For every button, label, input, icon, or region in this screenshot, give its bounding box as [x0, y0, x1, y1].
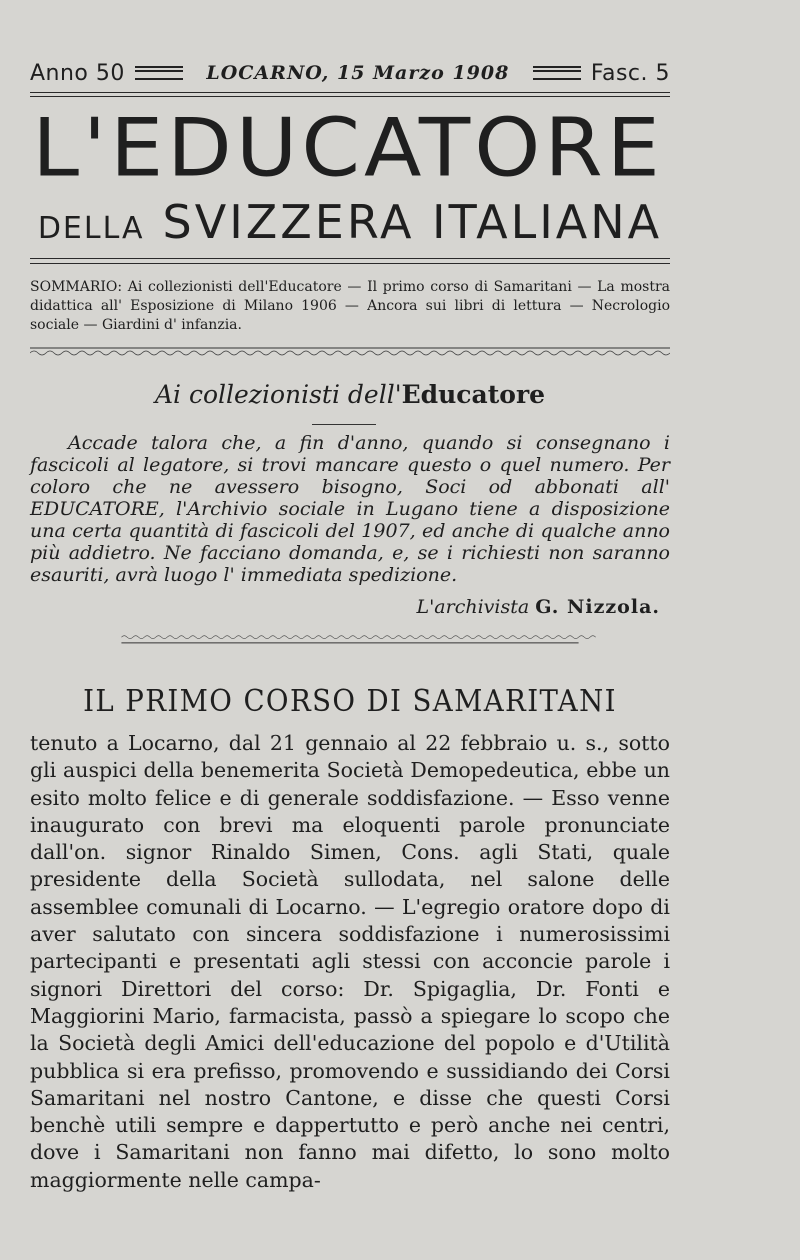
signature-name: G. Nizzola.: [535, 596, 660, 618]
table-of-contents: [30, 278, 670, 335]
masthead-year: Anno 50: [30, 60, 125, 86]
article-paragraph: tenuto a Locarno, dal 21 gennaio al 22 febbraio u. s., sotto gli auspici della benemerita Società Demopedeutica, ebbe un esito molto felice e di generale soddisfazione. — Esso venne inaugurato con brevi ma eloquenti parole pronunciate dall'on. signor Rinaldo Simen, Cons. agli Stati, quale presidente della Società sullodata, nel salone delle assemblee comunali di Locarno. — L'egregio oratore dopo di aver salutato con sincera soddisfazione i numerosissimi partecipanti e presentati agli stessi con acconcie parole i signori Direttori del corso: Dr. Spigaglia, Dr. Fonti e Maggiorini Mario, farmacista, passò a spiegare lo scopo che la Società degli Amici dell'educazione del popolo e d'Utilità pubblica si era prefisso, promovendo e sussidiando dei Corsi Samaritani nel nostro Cantone, e disse che questi Corsi benchè utili sempre e dappertutto e però anche nei centri, dove i Samaritani non fanno mai difetto, lo sono molto maggiormente nelle campa-: [30, 731, 670, 1192]
wavy-divider: [30, 346, 670, 356]
article-heading: IL PRIMO CORSO DI SAMARITANI: [83, 684, 617, 719]
masthead-issue: Fasc. 5: [590, 60, 670, 86]
divider: [30, 92, 670, 93]
divider: [30, 258, 670, 259]
masthead: [30, 58, 670, 88]
subtitle-big: SVIZZERA ITALIANA: [162, 195, 663, 249]
article-body: [30, 730, 670, 1194]
masthead-place-date: LOCARNO, 15 Marzo 1908: [206, 62, 510, 84]
short-rule: [312, 424, 376, 425]
divider: [30, 263, 670, 264]
signature-role: L'archivista: [416, 596, 530, 618]
notice-signature: [416, 596, 660, 618]
notice-heading-bold: Educatore: [401, 380, 546, 409]
summary-label: SOMMARIO:: [30, 279, 123, 295]
summary-text: Ai collezionisti dell'Educatore — Il primo corso di Samaritani — La mostra didattica all' Esposizione di Milano 1906 — Ancora sui libri di lettura — Necrologio sociale — Giardini d' infanzia.: [30, 279, 670, 333]
ornament-rule-left: [135, 66, 183, 80]
notice-body: Accade talora che, a fin d'anno, quando si consegnano i fascicoli al legatore, si trovi mancare questo o quel numero. Per coloro che ne avessero bisogno, Soci od abbonati all' EDUCATORE, l'Archivio sociale in Lugano tiene a disposizione una certa quantità di fascicoli del 1907, ed anche di qualche anno più addietro. Ne facciano domanda, e, se i richiesti non saranno esauriti, avrà luogo l' immediata spedizione.: [30, 432, 670, 586]
subtitle-small: DELLA: [37, 211, 145, 246]
ornament-rule-right: [533, 66, 581, 80]
journal-title: L'EDUCATORE: [32, 101, 664, 195]
divider: [30, 96, 670, 97]
notice-heading-text: Ai collezionisti dell': [154, 380, 402, 409]
journal-subtitle: [30, 195, 670, 255]
notice-heading: [30, 380, 670, 409]
wavy-divider: [30, 635, 670, 645]
